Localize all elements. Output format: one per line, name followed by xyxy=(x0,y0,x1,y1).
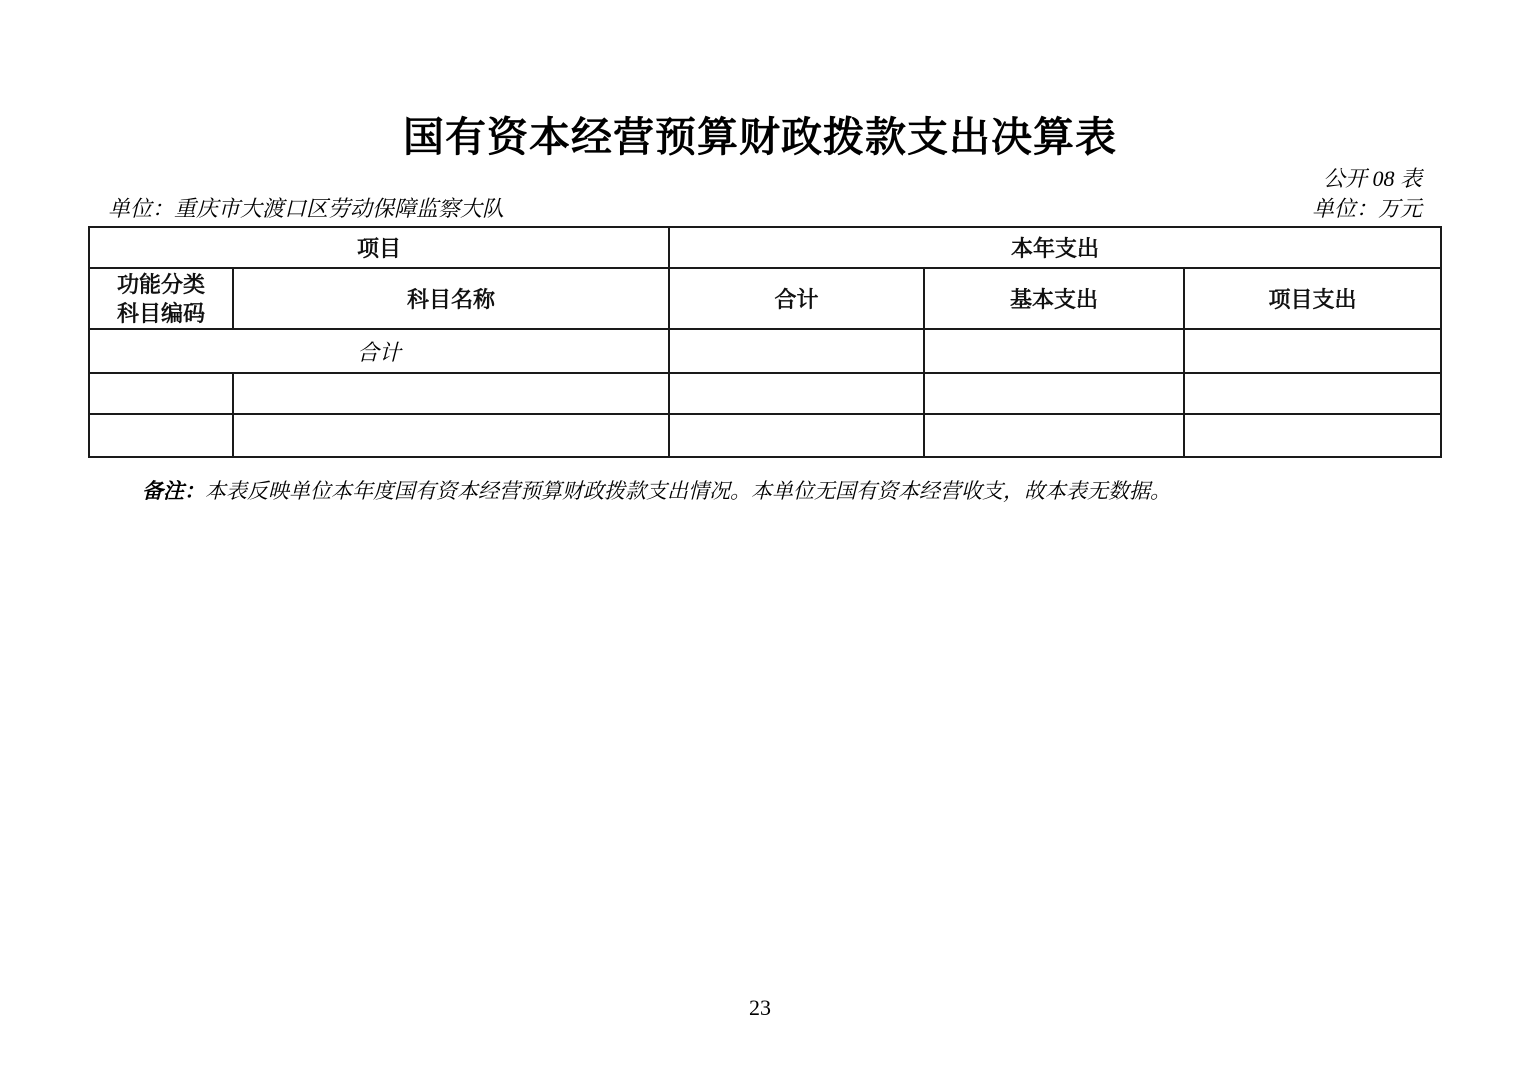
total-row-basic-cell xyxy=(924,329,1184,373)
empty-project-cell xyxy=(1184,414,1441,457)
table-row-empty-1 xyxy=(89,373,1441,414)
table-column-header-row xyxy=(89,268,1441,329)
unit-name-label: 单位：重庆市大渡口区劳动保障监察大队 xyxy=(108,196,505,221)
table-row-empty-2 xyxy=(89,414,1441,457)
remarks-line xyxy=(142,477,1171,505)
header-functional-code xyxy=(89,268,233,329)
unit-measure-label: 单位：万元 xyxy=(1311,196,1422,221)
total-row-label: 合计 xyxy=(89,329,669,373)
empty-basic-cell xyxy=(924,373,1184,414)
header-subject-name: 科目名称 xyxy=(233,268,669,329)
page-title: 国有资本经营预算财政拨款支出决算表 xyxy=(403,114,1117,160)
header-basic-expenditure: 基本支出 xyxy=(924,268,1184,329)
remarks-text: 本表反映单位本年度国有资本经营预算财政拨款支出情况。本单位无国有资本经营收支，故本表无数据。 xyxy=(205,479,1171,503)
table-group-header-row xyxy=(89,227,1441,268)
empty-code-cell xyxy=(89,414,233,457)
remarks-label: 备注： xyxy=(142,479,205,503)
empty-subject-cell xyxy=(233,373,669,414)
empty-project-cell xyxy=(1184,373,1441,414)
empty-basic-cell xyxy=(924,414,1184,457)
table-code-label: 公开 08 表 xyxy=(1322,166,1422,191)
empty-code-cell xyxy=(89,373,233,414)
empty-total-cell xyxy=(669,373,924,414)
table-row-total xyxy=(89,329,1441,373)
empty-total-cell xyxy=(669,414,924,457)
expenditure-accounts-table xyxy=(88,226,1442,458)
header-functional-code-line2: 科目编码 xyxy=(116,300,205,326)
page-number: 23 xyxy=(749,995,771,1020)
unit-info-row xyxy=(108,192,1422,223)
header-project-group: 项目 xyxy=(89,227,669,268)
header-current-year-expenditure-group: 本年支出 xyxy=(669,227,1441,268)
total-row-total-cell xyxy=(669,329,924,373)
header-project-expenditure: 项目支出 xyxy=(1184,268,1441,329)
total-row-project-cell xyxy=(1184,329,1441,373)
header-functional-code-line1: 功能分类 xyxy=(116,271,205,297)
empty-subject-cell xyxy=(233,414,669,457)
header-total: 合计 xyxy=(669,268,924,329)
